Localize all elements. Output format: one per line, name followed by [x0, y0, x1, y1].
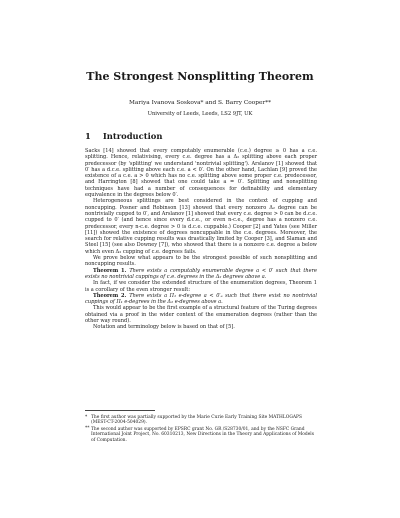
section-heading	[85, 131, 162, 141]
body-text	[85, 148, 317, 331]
theorem-2	[85, 293, 317, 306]
paragraph: Heterogeneous splittings are best considered in the context of cupping and noncupping. Posner and Robinson [13] showed that every nonzero Δ₂ degree can be nontrivially cupped to 0′, and Arslanov [1] showed that every c.e. degree > 0 can be d.c.e. cupped to 0′ (and hence since every d.c.e., or even n-c.e., degree has a nonzero c.e. predecessor, every n-c.e. degree > 0 is d.c.e. cuppable.) Cooper [2] and Yates (see Miller [11]) showed the existence of degrees noncuppable in the c.e. degrees. Moreover, the search for relative cupping results was drastically limited by Cooper [3], and Slaman and Steel [15] (see also Downey [7]), who showed that there is a nonzero c.e. degree a below which even Δ₂ cupping of c.e. degrees fails.	[85, 198, 317, 255]
paper-title: The Strongest Nonsplitting Theorem	[86, 70, 314, 83]
footnote-text: The second author was supported by EPSRC grant No. GR /S28730/01, and by the NSFC Grand International Joint Project, No. 60310213, New Directions in the Theory and Applications of Models of Computation.	[91, 426, 314, 443]
section-number: 1	[85, 131, 91, 141]
section-title: Introduction	[102, 131, 163, 141]
footnote	[85, 427, 317, 443]
footnote-mark: **	[85, 426, 90, 432]
paragraph: Sacks [14] showed that every computably enumerable (c.e.) degree ≥ 0 has a c.e. splitting. Hence, relativising, every c.e. degree has a Δ₂ splitting above each proper predecessor (by 'splitting' we understand 'nontrivial splitting'). Arslanov [1] showed that 0′ has a d.c.e. splitting above each c.e. a < 0′. On the other hand, Lachlan [9] proved the existence of a c.e. a > 0 which has no c.e. splitting above some proper c.e. predecessor, and Harrington [8] showed that one could take a = 0′. Splitting and nonsplitting techniques have had a number of consequences for definability and elementary equivalence in the degrees below 0′.	[85, 148, 317, 199]
paragraph: Notation and terminology below is based on that of [5].	[93, 324, 235, 331]
footnote-mark: *	[85, 414, 88, 420]
paragraph: This would appear to be the first example of a structural feature of the Turing degrees obtained via a proof in the wider context of the enumeration degrees (rather than the other way round).	[85, 305, 317, 325]
paper-affiliation: University of Leeds, Leeds, LS2 9JT, UK	[147, 111, 253, 117]
paragraph: We prove below what appears to be the strongest possible of such nonsplitting and noncupping results.	[85, 255, 317, 268]
theorem-statement: There exists a Π₁ e-degree a < 0′ₑ such that there exist no nontrivial cuppings of Π₁ e-degrees in the Δ₂ e-degrees above a.	[85, 292, 317, 306]
footnote	[85, 415, 317, 426]
footnotes	[85, 410, 317, 444]
theorem-label: Theorem 2.	[93, 292, 127, 299]
paragraph: In fact, if we consider the extended structure of the enumeration degrees, Theorem 1 is a corollary of the even stronger result:	[85, 280, 317, 293]
theorem-1	[85, 268, 317, 281]
footnote-text: The first author was partially supported by the Marie Curie Early Training Site MATHLOGAPS (MEST-CT-2004-504029).	[91, 415, 302, 426]
theorem-label: Theorem 1.	[93, 267, 127, 274]
footnote-rule	[85, 410, 155, 411]
paper-authors: Mariya Ivanova Soskova* and S. Barry Cooper**	[128, 100, 271, 106]
theorem-statement: There exists a computably enumerable degree a < 0′ such that there exists no nontrivial cuppings of c.e. degrees in the Δ₂ degrees above a.	[85, 267, 317, 280]
